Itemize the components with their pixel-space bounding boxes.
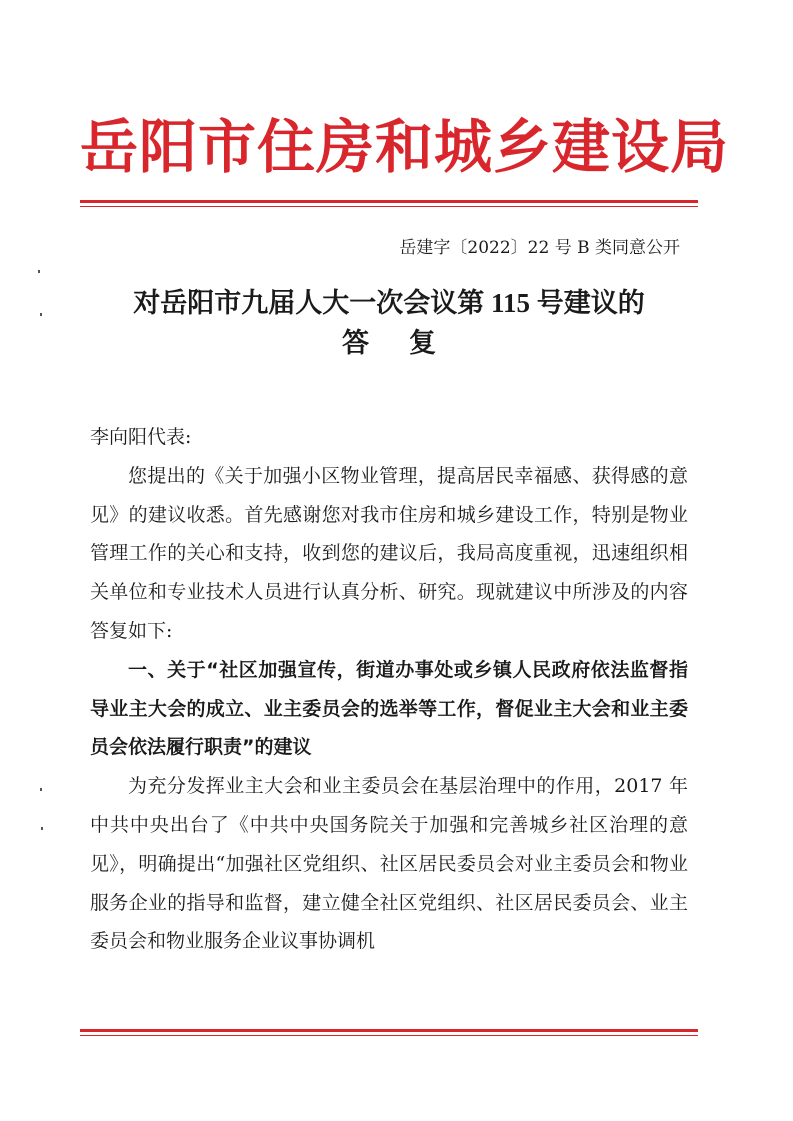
document-title-line2: 答复 bbox=[342, 328, 476, 358]
section-body-paragraph: 为充分发挥业主大会和业主委员会在基层治理中的作用，2017 年中共中央出台了《中共中央国务院关于加强和完善城乡社区治理的意见》，明确提出“加强社区党组织、社区居民委员会对业主委员会和物业服务企业的指导和监督，建立健全社区党组织、社区居民委员会、业主委员会和物业服务企业议事协调机 bbox=[90, 775, 688, 953]
footer-rule-thin bbox=[80, 1035, 698, 1036]
scan-speck bbox=[40, 788, 42, 791]
letterhead-org-name: 岳阳市住房和城乡建设局 bbox=[80, 113, 730, 181]
scan-speck bbox=[40, 313, 42, 316]
document-body bbox=[90, 418, 688, 961]
scan-speck bbox=[41, 827, 43, 830]
document-title-line1: 对岳阳市九届人大一次会议第 115 号建议的 bbox=[133, 288, 645, 318]
body-paragraph: 您提出的《关于加强小区物业管理，提高居民幸福感、获得感的意见》的建议收悉。首先感谢您对我市住房和城乡建设工作，特别是物业管理工作的关心和支持，收到您的建议后，我局高度重视，迅速组织相关单位和专业技术人员进行认真分析、研究。现就建议中所涉及的内容答复如下: bbox=[90, 464, 688, 642]
document-title bbox=[80, 283, 698, 363]
letterhead-rule-thin bbox=[80, 206, 698, 207]
scan-speck bbox=[38, 270, 40, 273]
section-heading: 一、关于“社区加强宣传，街道办事处或乡镇人民政府依法监督指导业主大会的成立、业主委员会的选举等工作，督促业主大会和业主委员会依法履行职责”的建议 bbox=[90, 658, 688, 759]
letterhead-rule-thick bbox=[80, 200, 698, 203]
salutation: 李向阳代表: bbox=[90, 426, 192, 448]
footer-rule-thick bbox=[80, 1029, 698, 1032]
document-number: 岳建字〔2022〕22 号 B 类同意公开 bbox=[399, 238, 680, 258]
